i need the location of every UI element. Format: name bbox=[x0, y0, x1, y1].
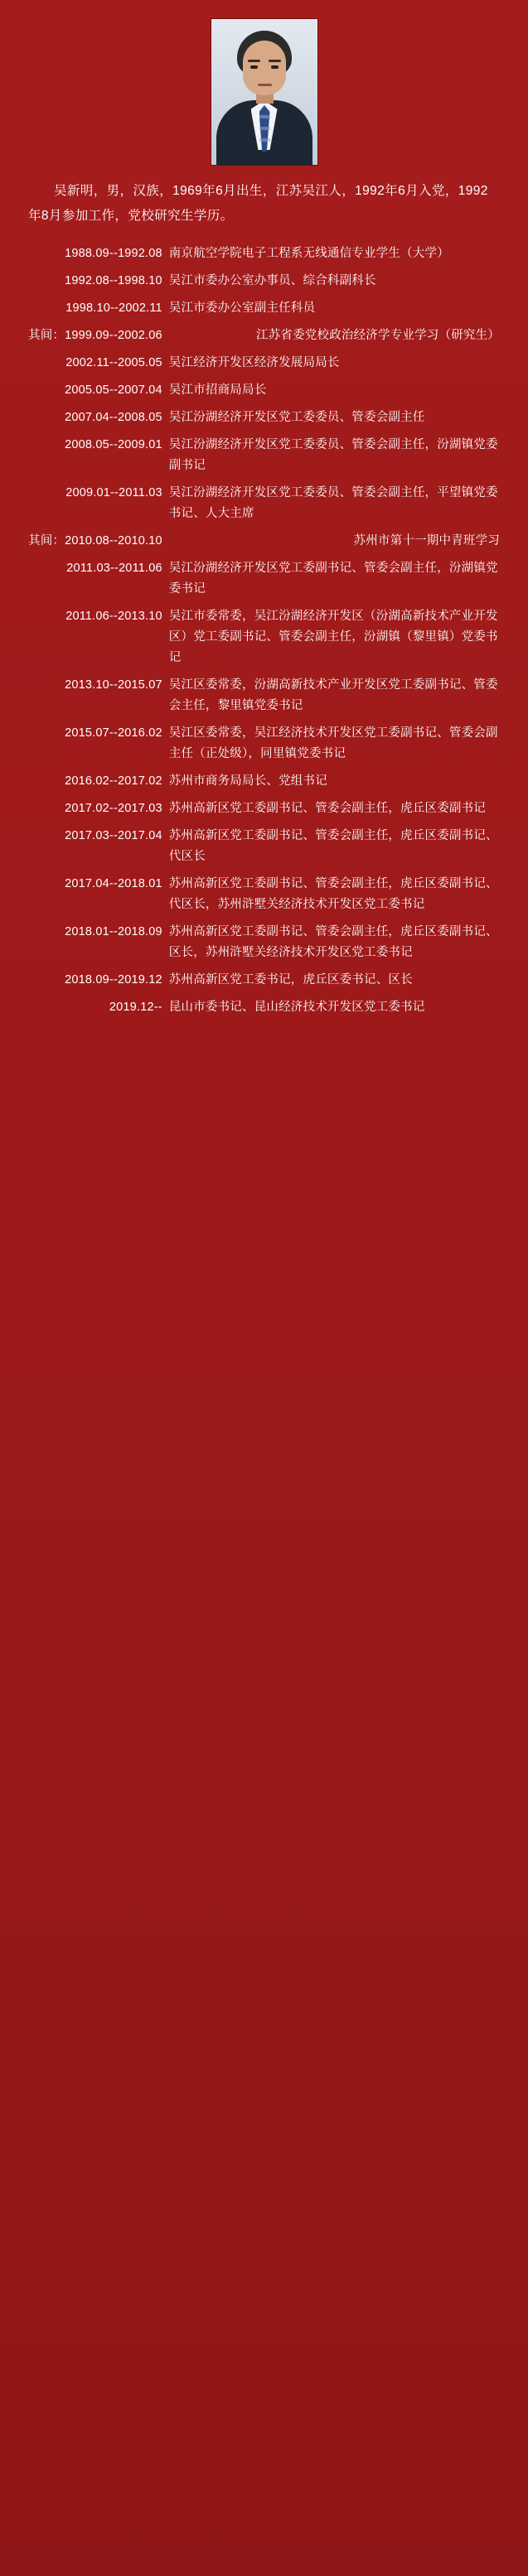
timeline-detail: 苏州高新区党工委副书记、管委会副主任，虎丘区委副书记、代区长 bbox=[168, 829, 498, 863]
timeline-period: 2017.04--2018.01 bbox=[65, 877, 162, 890]
portrait-tie-stripe bbox=[259, 127, 270, 130]
timeline-detail: 苏州高新区党工委副书记、管委会副主任，虎丘区委副书记、区长，苏州浒墅关经济技术开发区党工委书记 bbox=[168, 925, 498, 959]
timeline-detail: 吴江汾湖经济开发区党工委委员、管委会副主任，平望镇党委书记、人大主席 bbox=[168, 486, 498, 520]
timeline-period: 2011.03--2011.06 bbox=[66, 562, 162, 575]
timeline-row bbox=[28, 675, 500, 723]
timeline-period: 2019.12-- bbox=[109, 1001, 162, 1014]
timeline-row bbox=[28, 606, 500, 675]
portrait-mouth bbox=[258, 84, 272, 86]
portrait-eye bbox=[271, 65, 279, 69]
timeline-period: 2002.11--2005.05 bbox=[65, 356, 162, 369]
timeline-period: 2018.09--2019.12 bbox=[65, 973, 162, 987]
timeline-detail: 吴江市委办公室副主任科员 bbox=[168, 301, 316, 315]
timeline-row bbox=[28, 723, 500, 771]
timeline-detail: 吴江市招商局局长 bbox=[168, 384, 267, 397]
timeline-row bbox=[28, 771, 500, 798]
timeline-period: 2013.10--2015.07 bbox=[65, 678, 162, 692]
timeline-detail: 苏州市第十一期中青班学习 bbox=[353, 534, 500, 548]
portrait-face bbox=[243, 41, 286, 95]
career-timeline-body bbox=[28, 244, 500, 1025]
timeline-period: 2011.06--2013.10 bbox=[65, 610, 162, 623]
timeline-detail: 吴江市委常委，吴江汾湖经济开发区（汾湖高新技术产业开发区）党工委副书记、管委会副主任，汾湖镇（黎里镇）党委书记 bbox=[168, 610, 498, 664]
portrait-eye bbox=[250, 65, 258, 69]
timeline-detail: 南京航空学院电子工程系无线通信专业学生（大学） bbox=[168, 247, 449, 260]
timeline-row bbox=[28, 353, 500, 380]
timeline-row bbox=[28, 483, 500, 531]
timeline-detail: 吴江区委常委，吴江经济技术开发区党工委副书记、管委会副主任（正处级），同里镇党委书记 bbox=[168, 726, 498, 760]
timeline-row bbox=[28, 531, 500, 558]
timeline-period: 2007.04--2008.05 bbox=[65, 411, 162, 424]
timeline-row bbox=[28, 244, 500, 271]
timeline-period: 2009.01--2011.03 bbox=[65, 486, 162, 499]
timeline-detail: 江苏省委党校政治经济学专业学习（研究生） bbox=[256, 329, 500, 342]
timeline-detail: 吴江汾湖经济开发区党工委委员、管委会副主任 bbox=[168, 411, 425, 424]
timeline-detail: 昆山市委书记、昆山经济技术开发区党工委书记 bbox=[168, 1001, 425, 1014]
portrait-photo bbox=[211, 18, 318, 166]
timeline-row bbox=[28, 298, 500, 326]
timeline-row bbox=[28, 380, 500, 408]
timeline-row bbox=[28, 558, 500, 606]
timeline-detail: 吴江区委常委，汾湖高新技术产业开发区党工委副书记、管委会主任，黎里镇党委书记 bbox=[168, 678, 498, 712]
timeline-row bbox=[28, 997, 500, 1025]
timeline-detail: 苏州市商务局局长、党组书记 bbox=[168, 774, 327, 788]
timeline-row bbox=[28, 798, 500, 826]
timeline-row bbox=[28, 271, 500, 298]
portrait-tie-stripe bbox=[259, 115, 270, 118]
timeline-detail: 苏州高新区党工委书记，虎丘区委书记、区长 bbox=[168, 973, 413, 987]
portrait-tie-stripe bbox=[259, 138, 270, 142]
portrait-container bbox=[28, 15, 500, 179]
timeline-period: 1992.08--1998.10 bbox=[65, 274, 162, 287]
career-timeline-table bbox=[28, 244, 500, 1025]
timeline-row bbox=[28, 326, 500, 353]
timeline-period: 2016.02--2017.02 bbox=[65, 774, 162, 788]
timeline-detail: 吴江汾湖经济开发区党工委副书记、管委会副主任，汾湖镇党委书记 bbox=[168, 562, 498, 596]
timeline-period: 1998.10--2002.11 bbox=[65, 301, 162, 315]
timeline-period: 2017.02--2017.03 bbox=[65, 802, 162, 815]
timeline-period: 1988.09--1992.08 bbox=[65, 247, 162, 260]
timeline-row bbox=[28, 435, 500, 483]
timeline-row bbox=[28, 922, 500, 970]
timeline-period: 2008.05--2009.01 bbox=[65, 438, 162, 451]
portrait-eyebrow bbox=[248, 60, 260, 62]
biography-paragraph: 吴新明，男，汉族，1969年6月出生，江苏吴江人，1992年6月入党，1992年8月参加工作，党校研究生学历。 bbox=[28, 184, 488, 223]
timeline-row bbox=[28, 826, 500, 874]
timeline-detail: 吴江市委办公室办事员、综合科副科长 bbox=[168, 274, 376, 287]
timeline-period: 其间：1999.09--2002.06 bbox=[28, 329, 162, 342]
timeline-period: 2005.05--2007.04 bbox=[65, 384, 162, 397]
timeline-row bbox=[28, 970, 500, 997]
timeline-period: 其间：2010.08--2010.10 bbox=[28, 534, 162, 548]
timeline-row bbox=[28, 408, 500, 435]
portrait-eyebrow bbox=[269, 60, 281, 62]
timeline-period: 2017.03--2017.04 bbox=[65, 829, 162, 842]
timeline-detail: 吴江汾湖经济开发区党工委委员、管委会副主任，汾湖镇党委副书记 bbox=[168, 438, 498, 472]
timeline-period: 2015.07--2016.02 bbox=[65, 726, 162, 740]
timeline-detail: 苏州高新区党工委副书记、管委会副主任，虎丘区委副书记、代区长，苏州浒墅关经济技术开发区党工委书记 bbox=[168, 877, 498, 911]
timeline-detail: 吴江经济开发区经济发展局局长 bbox=[168, 356, 340, 369]
timeline-row bbox=[28, 874, 500, 922]
timeline-detail: 苏州高新区党工委副书记、管委会副主任，虎丘区委副书记 bbox=[168, 802, 486, 815]
timeline-period: 2018.01--2018.09 bbox=[65, 925, 162, 938]
